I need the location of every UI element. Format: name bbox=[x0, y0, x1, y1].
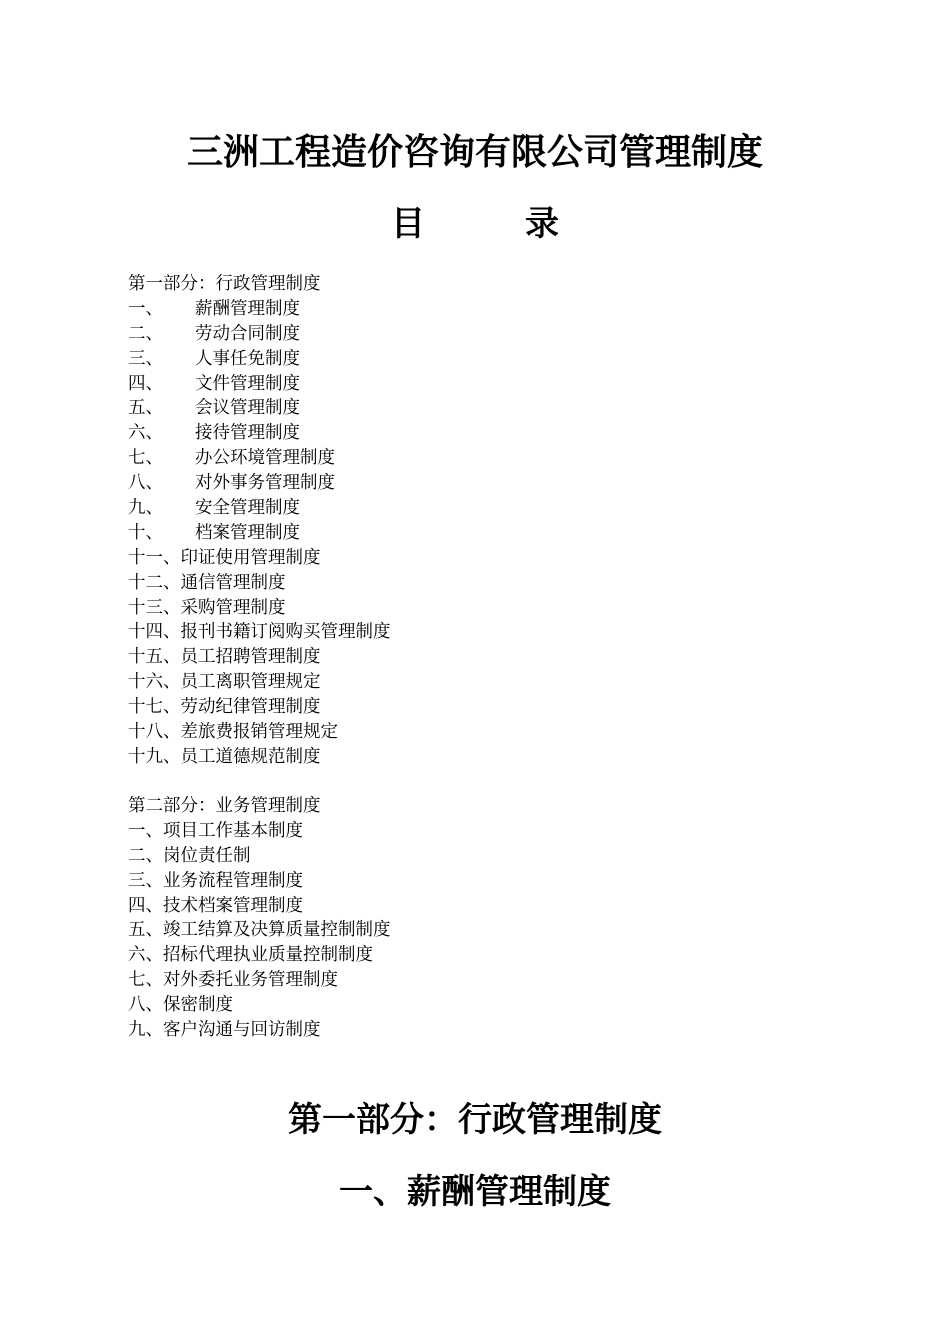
toc-item bbox=[128, 819, 828, 844]
toc-item-number: 十八、 bbox=[128, 722, 181, 743]
toc-item bbox=[128, 844, 828, 869]
toc-item bbox=[128, 421, 828, 446]
toc-item-label: 会议管理制度 bbox=[195, 398, 300, 419]
toc-item-label: 岗位责任制 bbox=[163, 845, 251, 866]
toc-heading bbox=[0, 200, 950, 248]
toc-item bbox=[128, 670, 828, 695]
toc-part1-title: 第一部分：行政管理制度 bbox=[128, 274, 321, 294]
toc-item bbox=[128, 297, 828, 322]
toc-item-number: 二、 bbox=[128, 845, 163, 866]
toc-item-label: 客户沟通与回访制度 bbox=[163, 1020, 321, 1041]
toc-item-number: 四、 bbox=[128, 895, 163, 916]
toc-item bbox=[128, 918, 828, 943]
toc-item-label: 接待管理制度 bbox=[195, 423, 300, 444]
toc-item bbox=[128, 571, 828, 596]
toc-item bbox=[128, 471, 828, 496]
toc-item bbox=[128, 596, 828, 621]
toc-part1 bbox=[128, 272, 828, 770]
toc-item-number: 十六、 bbox=[128, 672, 181, 693]
toc-item-label: 薪酬管理制度 bbox=[195, 298, 300, 319]
toc-item-label: 安全管理制度 bbox=[195, 498, 300, 519]
toc-item-label: 劳动纪律管理制度 bbox=[180, 697, 321, 718]
toc-part2-title: 第二部分：业务管理制度 bbox=[128, 796, 321, 816]
toc-item-number: 六、 bbox=[128, 423, 163, 444]
toc-item-label: 差旅费报销管理规定 bbox=[180, 722, 338, 743]
toc-item-number: 十、 bbox=[128, 522, 163, 543]
toc-item-number: 四、 bbox=[128, 373, 163, 394]
toc-item bbox=[128, 720, 828, 745]
toc-item-number: 一、 bbox=[128, 298, 163, 319]
toc-item bbox=[128, 496, 828, 521]
toc-item-label: 劳动合同制度 bbox=[195, 323, 300, 344]
toc-item-number: 五、 bbox=[128, 920, 163, 941]
toc-item-number: 九、 bbox=[128, 498, 163, 519]
section1-heading: 一、薪酬管理制度 bbox=[339, 1172, 611, 1212]
toc-item-number: 十四、 bbox=[128, 622, 181, 643]
toc-item-label: 员工招聘管理制度 bbox=[180, 647, 321, 668]
toc-item-number: 七、 bbox=[128, 970, 163, 991]
toc-item-number: 六、 bbox=[128, 945, 163, 966]
toc-item-label: 人事任免制度 bbox=[195, 348, 300, 369]
toc-item-label: 报刊书籍订阅购买管理制度 bbox=[180, 622, 391, 643]
toc-item-label: 对外委托业务管理制度 bbox=[163, 970, 338, 991]
toc-item-number: 三、 bbox=[128, 870, 163, 891]
toc-item-number: 十一、 bbox=[128, 547, 181, 568]
toc-item-number: 十九、 bbox=[128, 746, 181, 767]
toc-item bbox=[128, 446, 828, 471]
toc-item bbox=[128, 521, 828, 546]
toc-part2 bbox=[128, 794, 828, 1043]
toc-item-label: 通信管理制度 bbox=[180, 572, 286, 593]
toc-item-number: 十七、 bbox=[128, 697, 181, 718]
toc-item bbox=[128, 372, 828, 397]
toc-item-label: 保密制度 bbox=[163, 995, 233, 1016]
toc-item-number: 八、 bbox=[128, 473, 163, 494]
toc-item bbox=[128, 620, 828, 645]
toc-item bbox=[128, 546, 828, 571]
toc-item-number: 十二、 bbox=[128, 572, 181, 593]
toc-item-label: 招标代理执业质量控制制度 bbox=[163, 945, 373, 966]
toc-item bbox=[128, 396, 828, 421]
toc-item-number: 十五、 bbox=[128, 647, 181, 668]
part1-heading: 第一部分：行政管理制度 bbox=[288, 1100, 662, 1140]
toc-item-label: 办公环境管理制度 bbox=[195, 448, 335, 469]
document-title: 三洲工程造价咨询有限公司管理制度 bbox=[186, 131, 763, 173]
toc-item bbox=[128, 347, 828, 372]
toc-item-number: 三、 bbox=[128, 348, 163, 369]
toc-item bbox=[128, 993, 828, 1018]
toc-item bbox=[128, 645, 828, 670]
toc-item-label: 印证使用管理制度 bbox=[180, 547, 321, 568]
toc-item-label: 文件管理制度 bbox=[195, 373, 300, 394]
toc-heading-char-1: 目 bbox=[391, 204, 425, 244]
toc-item bbox=[128, 894, 828, 919]
toc-item-label: 采购管理制度 bbox=[180, 597, 286, 618]
toc-item-label: 档案管理制度 bbox=[195, 522, 300, 543]
toc-item-number: 五、 bbox=[128, 398, 163, 419]
toc-item-number: 九、 bbox=[128, 1020, 163, 1041]
toc-item-label: 员工离职管理规定 bbox=[180, 672, 321, 693]
toc-item bbox=[128, 745, 828, 770]
toc-item-number: 一、 bbox=[128, 820, 163, 841]
toc-item-number: 七、 bbox=[128, 448, 163, 469]
toc-heading-char-2: 录 bbox=[525, 204, 559, 244]
toc-item-label: 员工道德规范制度 bbox=[180, 746, 321, 767]
toc-item-label: 业务流程管理制度 bbox=[163, 870, 303, 891]
toc-item-number: 二、 bbox=[128, 323, 163, 344]
toc-item bbox=[128, 1018, 828, 1043]
toc-item bbox=[128, 695, 828, 720]
toc-item bbox=[128, 869, 828, 894]
toc-item bbox=[128, 943, 828, 968]
toc-item-label: 项目工作基本制度 bbox=[163, 820, 303, 841]
toc-item-label: 对外事务管理制度 bbox=[195, 473, 335, 494]
toc-item bbox=[128, 322, 828, 347]
toc-item bbox=[128, 968, 828, 993]
toc-item-number: 十三、 bbox=[128, 597, 181, 618]
toc-item-label: 技术档案管理制度 bbox=[163, 895, 303, 916]
toc-item-label: 竣工结算及决算质量控制制度 bbox=[163, 920, 391, 941]
toc-item-number: 八、 bbox=[128, 995, 163, 1016]
